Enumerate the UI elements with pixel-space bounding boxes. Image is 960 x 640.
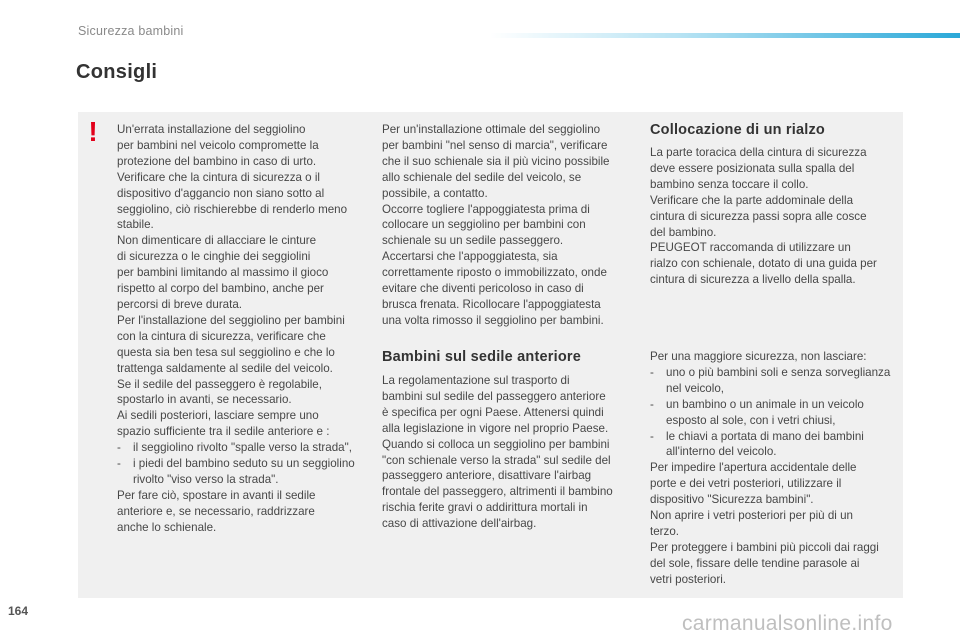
warning-line: Non dimenticare di allacciare le cinture: [117, 234, 317, 248]
booster-text: [650, 145, 898, 288]
booster-line: Verificare che la parte addominale della: [650, 193, 854, 207]
booster-line: PEUGEOT raccomanda di utilizzare un: [650, 241, 851, 255]
front-seat-text: [382, 373, 630, 532]
section-header: Sicurezza bambini: [78, 24, 184, 38]
warning-line: di sicurezza o le cinghie dei seggiolini: [117, 250, 311, 264]
front-seat-line: frontale del passeggero, altrimenti il bambino: [382, 485, 613, 499]
installation-line: possibile, a contatto.: [382, 186, 488, 200]
warning-line: Per fare ciò, spostare in avanti il sedile: [117, 488, 316, 502]
warning-line: Per l'installazione del seggiolino per bambini: [117, 313, 345, 327]
safety-line: Per impedire l'apertura accidentale delle: [650, 461, 857, 475]
safety-line: Per proteggere i bambini più piccoli dai raggi: [650, 540, 879, 554]
header-rule: [490, 33, 960, 38]
warning-line: anche lo schienale.: [117, 520, 217, 534]
bullet-dash: -: [117, 457, 121, 471]
warning-line: spostarlo in avanti, se necessario.: [117, 393, 292, 407]
bullet-text: il seggiolino rivolto "spalle verso la strada",: [133, 441, 352, 455]
installation-line: correttamente riposto o immobilizzato, onde: [382, 266, 607, 280]
bullet-dash: -: [650, 365, 654, 379]
safety-line: dispositivo "Sicurezza bambini".: [650, 493, 814, 507]
safety-text: [650, 349, 900, 588]
warning-line: seggiolino, ciò rischierebbe di renderlo meno: [117, 202, 348, 216]
front-seat-heading: Bambini sul sedile anteriore: [382, 349, 581, 365]
safety-line: porte e dei vetri posteriori, utilizzare il: [650, 477, 842, 491]
installation-line: brusca frenata. Ricollocare l'appoggiatesta: [382, 297, 601, 311]
installation-line: collocare un seggiolino per bambini con: [382, 218, 586, 232]
booster-line: deve essere posizionata sulla spalla del: [650, 161, 855, 175]
safety-bullet: [650, 429, 900, 461]
warning-line: con la cintura di sicurezza, verificare che: [117, 329, 326, 343]
warning-line: Se il sedile del passeggero è regolabile,: [117, 377, 322, 391]
warning-line: Verificare che la cintura di sicurezza o il: [117, 170, 320, 184]
installation-text: [382, 122, 630, 329]
warning-text: [117, 122, 363, 536]
safety-line: terzo.: [650, 524, 679, 538]
front-seat-line: La regolamentazione sul trasporto di: [382, 374, 570, 387]
warning-line: rispetto al corpo del bambino, anche per: [117, 282, 324, 296]
warning-line: stabile.: [117, 218, 154, 232]
installation-line: allo schienale del sedile del veicolo, se: [382, 170, 582, 184]
booster-line: cintura di sicurezza passi sopra alle cosce: [650, 209, 867, 223]
warning-bullet: [117, 440, 363, 456]
booster-line: La parte toracica della cintura di sicurezza: [650, 146, 867, 159]
front-seat-line: bambini sul sedile del passeggero anteriore: [382, 389, 606, 403]
bullet-dash: -: [650, 429, 654, 443]
warning-line: spazio sufficiente tra il sedile anteriore e :: [117, 425, 330, 439]
front-seat-line: passeggero anteriore, disattivare l'airbag: [382, 469, 592, 483]
booster-heading: Collocazione di un rialzo: [650, 122, 825, 138]
front-seat-line: è specifica per ogni Paese. Attenersi quindi: [382, 405, 604, 419]
warning-line: percorsi di breve durata.: [117, 297, 243, 311]
bullet-text: i piedi del bambino seduto su un seggiolino rivolto "viso verso la strada".: [133, 457, 355, 486]
safety-intro: Per una maggiore sicurezza, non lasciare:: [650, 350, 867, 363]
safety-bullet: [650, 397, 900, 429]
front-seat-line: caso di attivazione dell'airbag.: [382, 517, 537, 531]
warning-line: protezione del bambino in caso di urto.: [117, 154, 317, 168]
warning-line: Ai sedili posteriori, lasciare sempre uno: [117, 409, 319, 423]
safety-line: vetri posteriori.: [650, 572, 727, 586]
installation-line: Per un'installazione ottimale del seggiolino: [382, 123, 601, 136]
bullet-text: un bambino o un animale in un veicolo esposto al sole, con i vetri chiusi,: [666, 397, 864, 427]
warning-line: questa sia ben tesa sul seggiolino e che lo: [117, 345, 335, 359]
bullet-text: uno o più bambini soli e senza sorveglianza nel veicolo,: [666, 365, 891, 395]
warning-line: per bambini limitando al massimo il gioco: [117, 266, 329, 280]
warning-line: dispositivo d'aggancio non siano sotto al: [117, 186, 325, 200]
warning-line: anteriore e, se necessario, raddrizzare: [117, 504, 315, 518]
installation-line: una volta rimosso il seggiolino per bambini.: [382, 313, 604, 327]
installation-line: schienale su un sedile passeggero.: [382, 234, 564, 248]
watermark: carmanualsonline.info: [682, 612, 893, 635]
safety-line: del sole, fissare delle tendine parasole ai: [650, 556, 860, 570]
installation-line: Occorre togliere l'appoggiatesta prima di: [382, 202, 590, 216]
installation-line: che il suo schienale sia il più vicino possibile: [382, 154, 610, 168]
bullet-dash: -: [117, 441, 121, 455]
safety-line: Non aprire i vetri posteriori per più di un: [650, 509, 853, 523]
front-seat-line: "con schienale verso la strada" sul sedile del: [382, 453, 611, 467]
warning-bullet: [117, 456, 363, 488]
installation-line: per bambini "nel senso di marcia", verificare: [382, 138, 608, 152]
bullet-text: le chiavi a portata di mano dei bambini all'interno del veicolo.: [666, 429, 864, 459]
installation-line: Accertarsi che l'appoggiatesta, sia: [382, 250, 558, 264]
installation-line: evitare che diventi pericoloso in caso di: [382, 282, 584, 296]
page-title: Consigli: [76, 61, 158, 83]
front-seat-line: Quando si colloca un seggiolino per bambini: [382, 437, 610, 451]
booster-line: cintura di sicurezza a livello della spalla.: [650, 273, 856, 287]
safety-bullet: [650, 365, 900, 397]
warning-line: per bambini nel veicolo compromette la: [117, 138, 319, 152]
booster-line: del bambino.: [650, 225, 717, 239]
warning-line: trattenga saldamente al sedile del veicolo.: [117, 361, 333, 375]
booster-line: bambino senza toccare il collo.: [650, 177, 809, 191]
warning-line: Un'errata installazione del seggiolino: [117, 123, 306, 136]
bullet-dash: -: [650, 397, 654, 411]
booster-line: rialzo con schienale, dotato di una guida per: [650, 257, 877, 271]
front-seat-line: alla legislazione in vigore nel proprio Paese.: [382, 421, 609, 435]
page-number: 164: [8, 604, 29, 618]
front-seat-line: rischia ferite gravi o addirittura mortali in: [382, 501, 588, 515]
exclamation-warning-icon: !: [88, 116, 98, 147]
